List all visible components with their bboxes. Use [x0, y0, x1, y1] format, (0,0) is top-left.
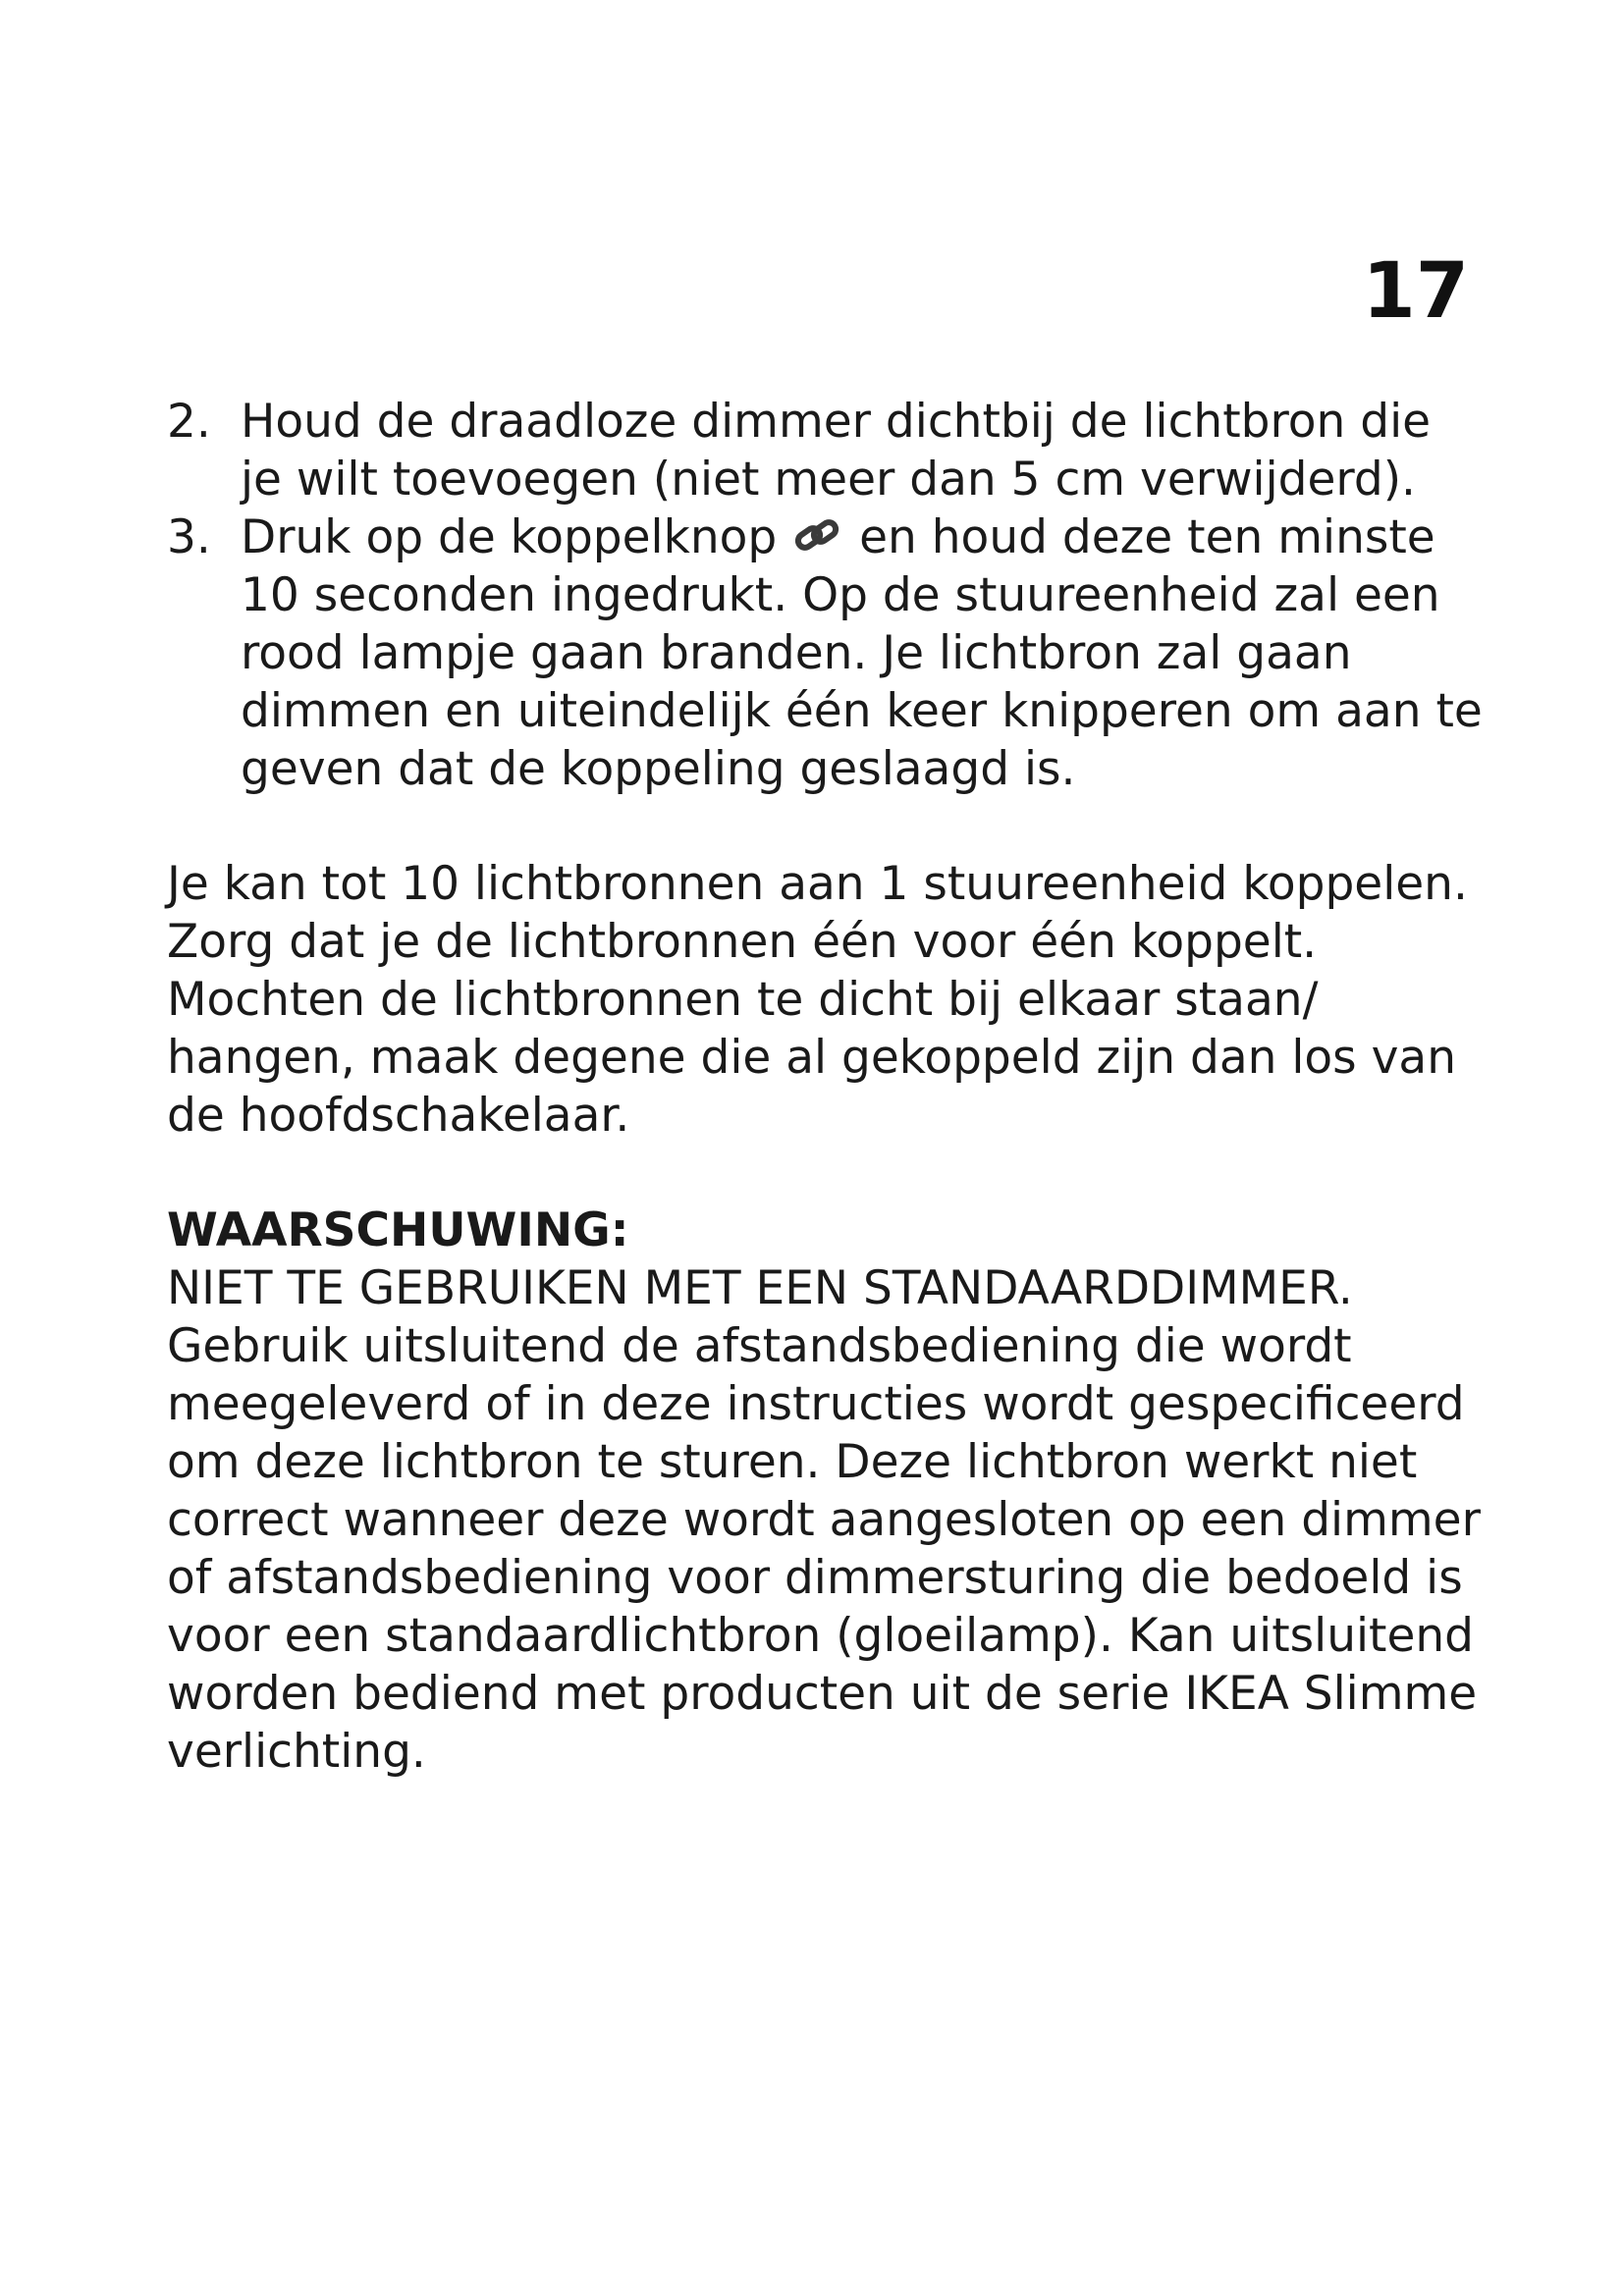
step-number: 2.: [167, 395, 211, 449]
info-paragraph-3: Mochten de lichtbronnen te dicht bij elkaar staan/ hangen, maak degene die al gekoppeld zijn dan los van de hoofdschakelaar.: [167, 973, 1457, 1143]
link-icon: [793, 514, 842, 558]
warning-heading: NIET TE GEBRUIKEN MET EEN STANDAARDDIMMER.: [167, 1261, 1353, 1315]
warning-title: WAARSCHUWING:: [167, 1203, 629, 1257]
step-3: [167, 508, 1483, 798]
step-number: 3.: [167, 510, 211, 564]
step-text: Houd de draadloze dimmer dichtbij de lichtbron die je wilt toevoegen (niet meer dan 5 cm verwijderd).: [241, 395, 1432, 507]
document-body: [167, 393, 1483, 1781]
info-paragraph-2: Zorg dat je de lichtbronnen één voor één koppelt.: [167, 915, 1318, 969]
step-2: [167, 393, 1483, 508]
step-text-before-icon: Druk op de koppelknop: [241, 510, 778, 564]
info-paragraph-1: Je kan tot 10 lichtbronnen aan 1 stuureenheid koppelen.: [167, 857, 1468, 911]
step-text: [241, 508, 1483, 798]
warning-body: Gebruik uitsluitend de afstandsbediening die wordt meegeleverd of in deze instructies wordt gespecificeerd om deze lichtbron te sturen. Deze lichtbron werkt niet correct wanneer deze wordt aangesloten op een dimmer of afstandsbediening voor dimmersturing die bedoeld is voor een standaardlichtbron (gloeilamp). Kan uitsluitend worden bediend met producten uit de serie IKEA Slimme verlichting.: [167, 1319, 1481, 1779]
page-number: 17: [1362, 247, 1469, 336]
step-text-after-icon: en houd deze ten minste 10 seconden ingedrukt. Op de stuureenheid zal een rood lampje gaan branden. Je lichtbron zal gaan dimmen en uiteindelijk één keer knipperen om aan te geven dat de koppeling geslaagd is.: [241, 510, 1483, 796]
